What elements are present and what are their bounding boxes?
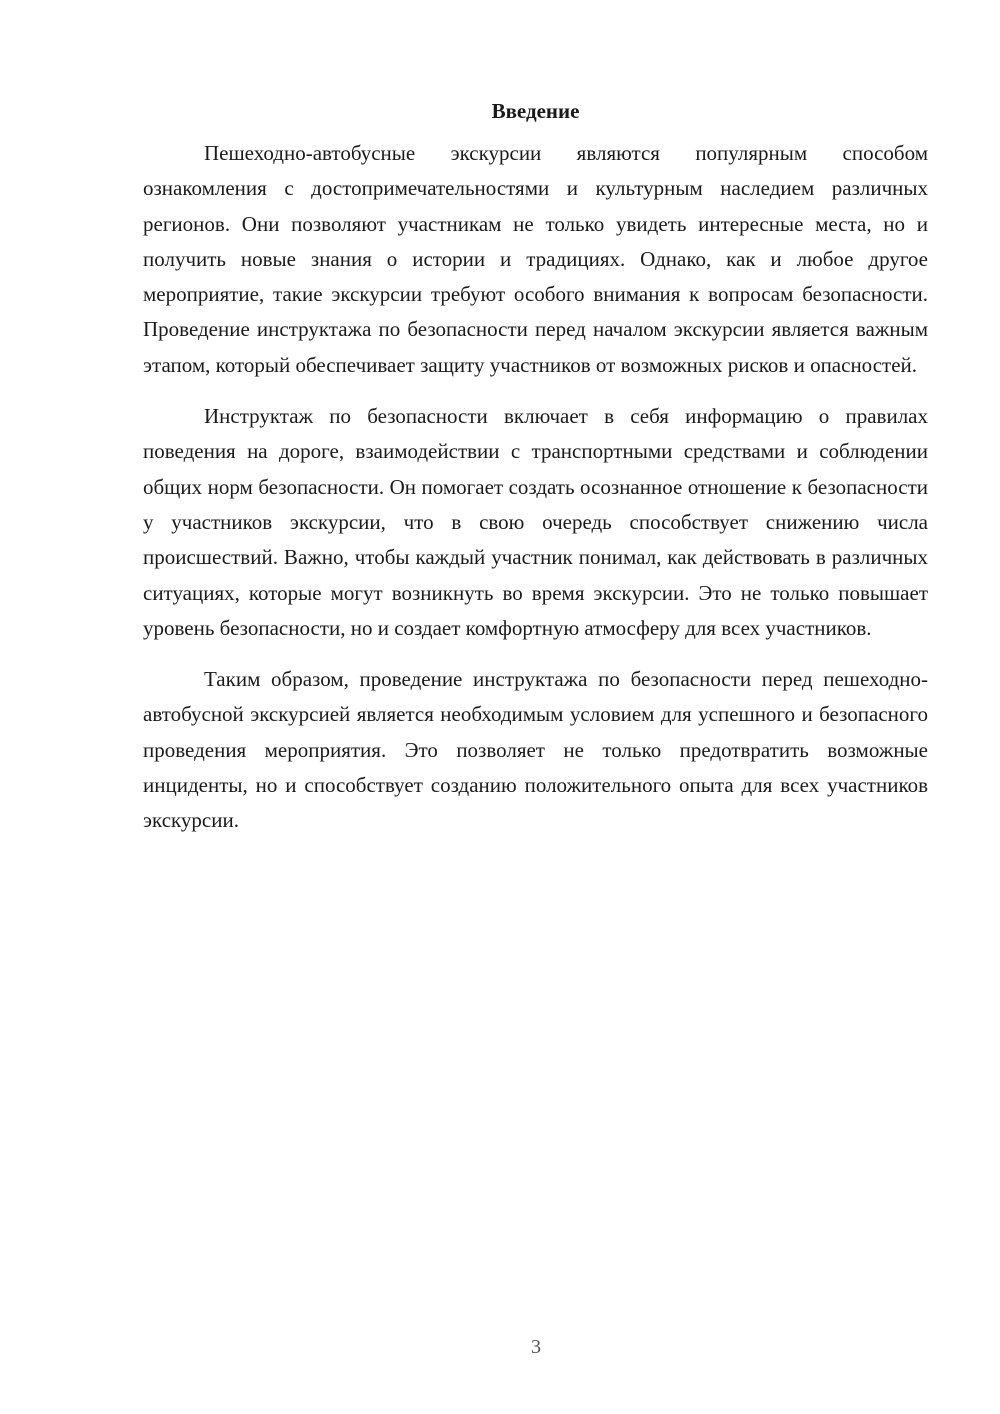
paragraph-conclusion: Таким образом, проведение инструктажа по безопасности перед пешеходно-автобусной экскурсией является необходимым условием для успешного и безопасного проведения мероприятия. Это позволяет не только предотвратить возможные инциденты, но и способствует созданию положительного опыта для всех участников экскурсии. [143, 667, 928, 833]
page-number: 3 [531, 1336, 541, 1358]
paragraph-instruction: Инструктаж по безопасности включает в себя информацию о правилах поведения на дороге, взаимодействии с транспортными средствами и соблюдении общих норм безопасности. Он помогает создать осознанное отношение к безопасности у участников экскурсии, что в свою очередь способствует снижению числа происшествий. Важно, чтобы каждый участник понимал, как действовать в различных ситуациях, которые могут возникнуть во время экскурсии. Это не только повышает уровень безопасности, но и создает комфортную атмосферу для всех участников. [143, 404, 928, 640]
page-content [143, 96, 928, 855]
paragraph-intro: Пешеходно-автобусные экскурсии являются популярным способом ознакомления с достопримечательностями и культурным наследием различных регионов. Они позволяют участникам не только увидеть интересные места, но и получить новые знания о истории и традициях. Однако, как и любое другое мероприятие, такие экскурсии требуют особого внимания к вопросам безопасности. Проведение инструктажа по безопасности перед началом экскурсии является важным этапом, который обеспечивает защиту участников от возможных рисков и опасностей. [143, 141, 928, 377]
section-title: Введение [491, 99, 580, 123]
